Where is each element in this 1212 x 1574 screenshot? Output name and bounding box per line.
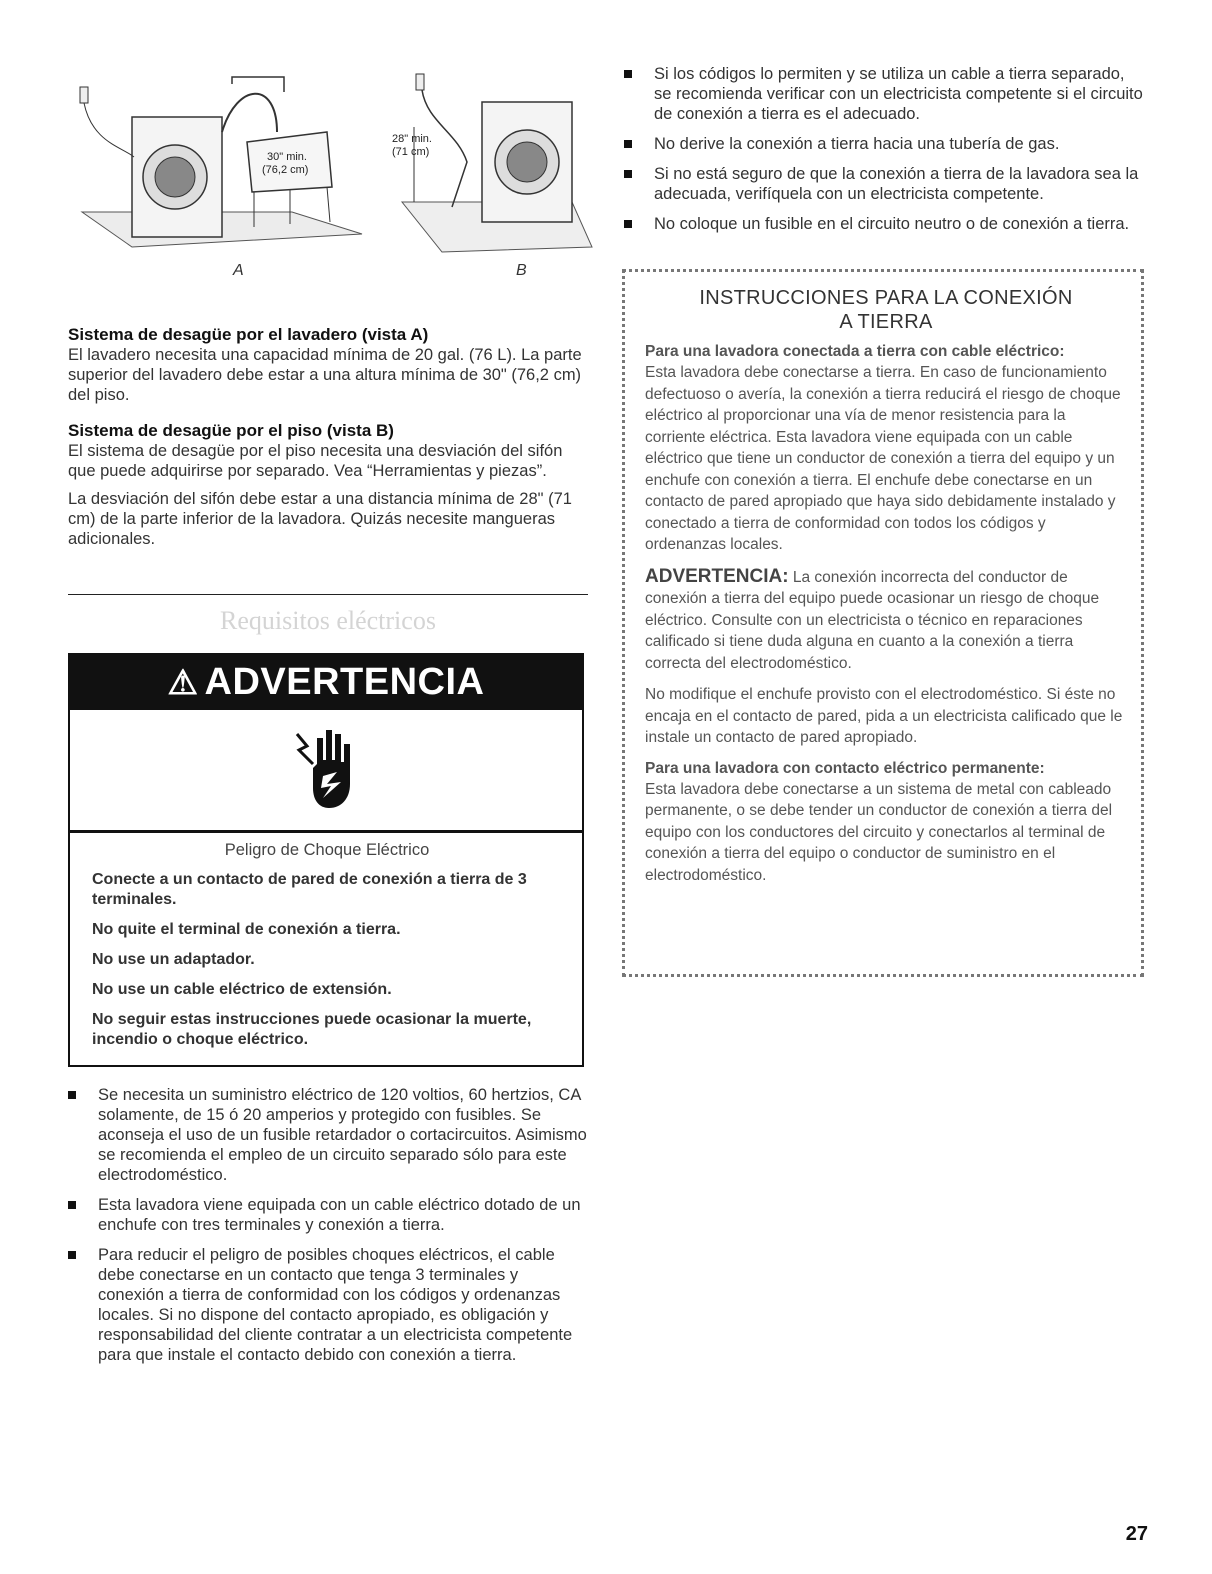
page-number: 27 [1125,1523,1148,1545]
plug-modification-paragraph: No modifique el enchufe provisto con el electrodoméstico. Si éste no encaja en el contacto de pared, pida a un electricista calificado que le instale un contacto de pared apropiado. [645,686,1123,746]
instructions-title-line2: A TIERRA [839,311,933,333]
figure-label-b: B [516,262,527,279]
grounding-instructions-box [622,269,1144,977]
warning-line: No quite el terminal de conexión a tierra. [92,921,401,938]
warning-banner [70,655,582,710]
instructions-warning-label: ADVERTENCIA: [645,565,789,587]
corded-washer-paragraph: Esta lavadora debe conectarse a tierra. En caso de funcionamiento defectuoso o avería, la conexión a tierra reducirá el riesgo de choque eléctrico al proporcionar una vía de menor resistencia para la corriente eléctrica. Esta lavadora viene equipada con un cable eléctrico que tiene un conductor de conexión a tierra del equipo y un enchufe con conexión a tierra. El enchufe debe conectarse en un contacto de pared apropiado que haya sido debidamente instalado y conectado a tierra de conformidad con todos los códigos y ordenanzas locales. [645,364,1121,553]
floor-drain-paragraph-1: El sistema de desagüe por el piso necesita una desviación del sifón que puede adquirirse por separado. Vea “Herramientas y piezas”. [68,442,563,480]
list-item: Si los códigos lo permiten y se utiliza un cable a tierra separado, se recomienda verificar con un electricista competente si el circuito de conexión a tierra es el adecuado. [624,64,1146,124]
dim-b-line2: (71 cm) [392,146,430,158]
electric-shock-hand-icon [293,724,363,814]
instructions-title-line1: INSTRUCCIONES PARA LA CONEXIÓN [699,287,1073,309]
warning-line: No use un cable eléctrico de extensión. [92,981,392,998]
section-divider [68,594,588,595]
instructions-title [645,286,1127,334]
dim-b-line1: 28" min. [392,133,432,145]
list-item: Esta lavadora viene equipada con un cable eléctrico dotado de un enchufe con tres terminales y conexión a tierra. [68,1195,588,1235]
warning-line: No use un adaptador. [92,951,255,968]
warning-banner-label: ADVERTENCIA [204,661,485,703]
permanent-washer-heading: Para una lavadora con contacto eléctrico permanente: [645,759,1045,777]
laundry-tub-paragraph: El lavadero necesita una capacidad mínima de 20 gal. (76 L). La parte superior del lavadero debe estar a una altura mínima de 30" (76,2 cm) del piso. [68,346,582,404]
dim-a-line1: 30" min. [267,151,307,163]
figure-label-a: A [233,262,244,279]
list-item: Se necesita un suministro eléctrico de 120 voltios, 60 hertzios, CA solamente, de 15 ó 20 amperios y protegido con fusibles. Se aconseja el uso de un fusible retardador o cortacircuitos. Asimismo se recomienda el empleo de un circuito separado sólo para este electrodoméstico. [68,1085,588,1185]
warning-title: Peligro de Choque Eléctrico [224,841,430,859]
floor-drain-paragraph-2: La desviación del sifón debe estar a una distancia mínima de 28" (71 cm) de la parte inferior de la lavadora. Quizás necesite mangueras adicionales. [68,490,572,548]
list-item: Para reducir el peligro de posibles choques eléctricos, el cable debe conectarse en un contacto que tenga 3 terminales y conexión a tierra de conformidad con los códigos y ordenanzas locales. Si no dispone del contacto apropiado, es obligación y responsabilidad del cliente contratar a un electricista competente para que instale el contacto debido con conexión a tierra. [68,1245,588,1365]
drain-installation-figure [62,62,602,282]
drain-systems-text [68,325,593,549]
dim-a-line2: (76,2 cm) [262,164,309,176]
list-item: No coloque un fusible en el circuito neutro o de conexión a tierra. [624,214,1146,234]
warning-triangle-icon: ⚠ [167,663,199,702]
warning-box [68,653,584,1067]
corded-washer-heading: Para una lavadora conectada a tierra con cable eléctrico: [645,343,1065,360]
list-item: No derive la conexión a tierra hacia una tubería de gas. [624,134,1146,154]
list-item: Si no está seguro de que la conexión a tierra de la lavadora sea la adecuada, verifíquela con un electricista competente. [624,164,1146,204]
instructions-warning [645,566,1127,675]
grounding-notes-list [624,64,1146,244]
floor-drain-heading: Sistema de desagüe por el piso (vista B) [68,421,394,440]
instructions-warning-text: La conexión incorrecta del conductor de conexión a tierra del equipo puede ocasionar un riesgo de choque eléctrico. Consulte con un electricista o técnico en reparaciones calificado si tiene duda alguna en cuanto a la conexión a tierra correcta del electrodoméstico. [645,568,1100,672]
permanent-washer-paragraph: Esta lavadora debe conectarse a un sistema de metal con cableado permanente, o se debe tender un conductor de conexión a tierra del equipo con los conductores del circuito y conectarlos al terminal de conexión a tierra del equipo o conductor de suministro en el electrodoméstico. [645,780,1113,884]
warning-line: Conecte a un contacto de pared de conexión a tierra de 3 terminales. [92,871,527,908]
warning-line: No seguir estas instrucciones puede ocasionar la muerte, incendio o choque eléctrico. [92,1011,532,1048]
washer-drain-illustration [62,62,602,282]
warning-icon-area [70,710,582,833]
electrical-requirements-list [68,1085,588,1375]
laundry-tub-heading: Sistema de desagüe por el lavadero (vista A) [68,325,429,344]
electrical-requirements-heading: Requisitos eléctricos [220,606,436,635]
warning-text [92,841,562,1060]
